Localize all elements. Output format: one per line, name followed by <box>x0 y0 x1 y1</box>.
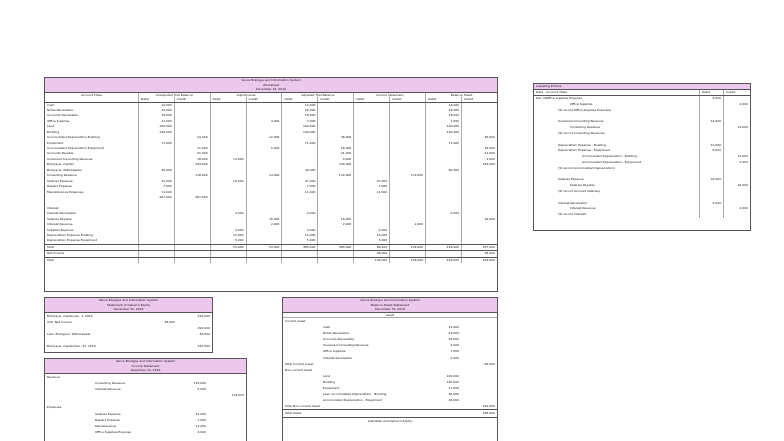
equity-company: Vance Bradypa and Information System <box>98 298 159 302</box>
equity-title: Statement of Owner's Equity <box>106 302 151 307</box>
balance-label: Current Asset <box>285 319 306 323</box>
worksheet-amount: 5,000 <box>353 238 389 243</box>
worksheet-account-name: Accounts Receivable <box>47 113 78 118</box>
worksheet-group-header: Adjustments <box>210 93 282 98</box>
worksheet-amount: 18,000 <box>425 113 461 118</box>
equity-label: Add: Net Income <box>47 319 73 324</box>
worksheet-row <box>45 250 497 256</box>
income-body <box>45 374 246 436</box>
worksheet-amount: 24,000 <box>425 108 461 113</box>
worksheet-amount <box>246 251 282 256</box>
worksheet-row <box>45 238 497 243</box>
worksheet-account-name: Consulting Revenue <box>47 173 77 178</box>
income-item: Interest Revenue <box>95 386 121 391</box>
income-item: Repairs Expense <box>95 417 120 422</box>
balance-amount-a: 2,000 <box>450 355 459 360</box>
worksheet-amount: 53,000 <box>210 245 246 250</box>
worksheet-amount: 11,000 <box>281 190 317 195</box>
worksheet-amount: 7,000 <box>281 119 317 124</box>
worksheet-amount: 100,000 <box>425 124 461 129</box>
worksheet-amount: 18,000 <box>138 113 174 118</box>
worksheet-amount <box>174 238 210 243</box>
worksheet-amount: 4,000 <box>281 228 317 233</box>
worksheet-account-name: Unearned Consulting Revenue <box>47 156 93 161</box>
adj-account: (To record Interest) <box>558 212 587 217</box>
credit-header: Credit <box>389 97 425 102</box>
worksheet-account-name: Equipment <box>47 140 64 145</box>
worksheet-amount: 2,000 <box>210 211 246 216</box>
worksheet-amount: 140,000 <box>138 130 174 135</box>
adj-account: Office Supplies <box>570 102 593 107</box>
balance-amount-a: 36,000 <box>448 392 459 397</box>
worksheet-account-name: Cash <box>47 102 55 107</box>
worksheet-amount: 416,000 <box>425 258 461 263</box>
worksheet-amount <box>389 251 425 256</box>
balance-liabilities-label: Liabilities and Owner's Equity <box>283 417 497 424</box>
worksheet-amount: 48,000 <box>461 251 497 256</box>
balance-item: Office Supplies <box>323 349 346 354</box>
equity-amount-b: 252,000 <box>197 344 210 349</box>
worksheet-amount: 7,000 <box>281 184 317 189</box>
adj-account: Consulting Revenue <box>570 125 600 130</box>
worksheet-amount: 31,000 <box>138 179 174 184</box>
worksheet-amount: 40,000 <box>425 168 461 173</box>
worksheet-amount <box>246 238 282 243</box>
balance-amount-a <box>423 410 461 416</box>
balance-amount-b: 328,000 <box>482 411 495 416</box>
income-label <box>45 429 95 435</box>
balance-item: Accumulated Depreciation - Equipment <box>323 398 382 403</box>
balance-row <box>283 403 497 409</box>
worksheet-account-name: Land <box>47 124 55 129</box>
worksheet-amount: 5,000 <box>281 238 317 243</box>
worksheet-amount: 132,000 <box>317 173 353 178</box>
adj-account: Salaries Expense <box>558 177 584 182</box>
worksheet-amount: 2,000 <box>317 222 353 227</box>
worksheet-body <box>45 103 497 264</box>
income-amount-a: 4,000 <box>197 430 206 435</box>
worksheet-amount: 467,000 <box>174 195 210 200</box>
balance-amount-a: 71,000 <box>448 386 459 391</box>
worksheet-amount: 467,000 <box>138 195 174 200</box>
equity-date: December 31, 2019 <box>113 307 144 311</box>
adj-date <box>534 212 544 218</box>
worksheet-amount <box>138 238 174 243</box>
credit-header: Credit <box>246 97 282 102</box>
income-header <box>45 359 246 374</box>
worksheet-amount: 100,000 <box>138 124 174 129</box>
balance-label: Total Non-current Asset <box>285 404 320 409</box>
balance-assets-label: Asset <box>283 313 497 319</box>
balance-header <box>283 298 497 313</box>
spacer <box>45 97 138 102</box>
worksheet-amount: 16,000 <box>246 217 282 222</box>
adj-debit <box>699 212 723 218</box>
adj-debit: 5,000 <box>699 148 723 154</box>
debit-header: Debit <box>353 97 389 102</box>
balance-title: Balance Sheet Statement <box>370 302 410 307</box>
income-amount-a: 7,000 <box>197 417 206 422</box>
worksheet-amount: 12,000 <box>353 233 389 238</box>
income-date: December 31, 2019 <box>130 368 161 372</box>
adj-account: Depreciation Expense - Equipment <box>558 148 611 153</box>
equity-body <box>45 313 212 350</box>
worksheet-amount: 14,000 <box>246 173 282 178</box>
income-amount-a: 11,000 <box>195 424 206 428</box>
worksheet-amount <box>138 258 174 263</box>
income-title: Income Statement <box>131 363 160 368</box>
worksheet-amount: 24,000 <box>138 108 174 113</box>
worksheet-amount <box>174 251 210 256</box>
worksheet-account-name: Bradypus, Withdrawals <box>47 167 82 172</box>
worksheet-account-name: Accumulated Depreciation Building <box>47 135 100 140</box>
worksheet-group-header: Adjusted Trial Balance <box>281 93 353 98</box>
balance-label: Total Asset <box>285 411 302 416</box>
adj-credit: 12,000 <box>723 154 750 160</box>
worksheet-account-name: Notes Receivable <box>47 107 73 112</box>
income-item: Consulting Revenue <box>95 380 125 385</box>
worksheet-amount: 11,000 <box>174 146 210 151</box>
worksheet-row <box>45 244 497 250</box>
worksheet-account-name: Office Supplies <box>47 118 70 123</box>
income-item: Office Supplies Expense <box>95 430 132 435</box>
account-titles-header: Account Titles <box>80 92 102 97</box>
worksheet-amount: 53,000 <box>246 245 282 250</box>
balance-item: Land <box>323 373 331 378</box>
worksheet-amount <box>138 251 174 256</box>
income-amount-a: 132,000 <box>193 380 206 385</box>
worksheet-amount: 18,000 <box>281 113 317 118</box>
worksheet <box>44 77 498 292</box>
balance-item: Interest Receivable <box>323 355 352 360</box>
income-amount-b <box>208 429 246 435</box>
equity-amount-a <box>140 343 177 349</box>
adj-credit <box>723 212 750 218</box>
worksheet-amount: 71,000 <box>425 141 461 146</box>
balance-item <box>323 410 423 416</box>
worksheet-amount <box>210 258 246 263</box>
adj-credit: 16,000 <box>723 183 750 189</box>
adjusting-title: Adjusting Entries <box>536 84 562 88</box>
worksheet-amount <box>281 251 317 256</box>
debit-header: Debit <box>210 97 246 102</box>
worksheet-amount: 86,000 <box>353 245 389 250</box>
worksheet-amount: 40,000 <box>138 168 174 173</box>
adj-account: (To record Accumulated Depreciation) <box>558 165 615 170</box>
adj-debit: 2,000 <box>699 201 723 207</box>
worksheet-amount <box>317 258 353 263</box>
equity-label: Bradypus, Capital Jan. 1, 2019 <box>47 313 93 318</box>
equity-amount-b: 292,000 <box>197 325 210 330</box>
worksheet-amount: 71,000 <box>281 141 317 146</box>
worksheet-amount: 140,000 <box>281 130 317 135</box>
adj-account: (To record Accrued Salaries) <box>558 189 601 194</box>
worksheet-amount: 7,000 <box>353 184 389 189</box>
worksheet-amount: 134,000 <box>389 258 425 263</box>
adj-account: Accumulated Depreciation - Equipment <box>582 160 641 165</box>
worksheet-account-name: Total <box>47 244 55 249</box>
balance-amount-a <box>423 403 461 409</box>
adj-debit: 4,000 <box>699 96 723 102</box>
debit-header: Debit <box>138 97 174 102</box>
balance-item <box>323 403 423 409</box>
worksheet-date: December 31, 2019 <box>256 87 286 91</box>
worksheet-amount: 5,000 <box>210 238 246 243</box>
worksheet-account-name: Interest Receivable <box>47 211 76 216</box>
worksheet-amount: 11,000 <box>353 190 389 195</box>
balance-amount-a: 100,000 <box>446 373 459 378</box>
worksheet-amount: 244,000 <box>174 162 210 167</box>
balance-sheet <box>282 297 498 441</box>
worksheet-amount: 7,000 <box>425 119 461 124</box>
worksheet-amount: 14,000 <box>138 103 174 108</box>
balance-row <box>283 409 497 416</box>
worksheet-amount: 71,000 <box>138 141 174 146</box>
equity-row <box>45 343 212 349</box>
worksheet-account-name: Total <box>47 257 55 262</box>
worksheet-amount <box>317 251 353 256</box>
income-label: Expenses <box>47 405 62 410</box>
balance-amount-a: 140,000 <box>446 379 459 384</box>
adj-debit: 16,000 <box>699 177 723 183</box>
worksheet-amount: 16,000 <box>210 179 246 184</box>
worksheet-account-name: Accounts Payable <box>47 151 74 156</box>
worksheet-amount: 485,000 <box>317 245 353 250</box>
worksheet-amount: 24,000 <box>174 135 210 140</box>
adj-debit: 14,000 <box>699 119 723 125</box>
adj-date: Dec 31 <box>536 96 547 101</box>
worksheet-amount <box>210 251 246 256</box>
income-item: Miscellaneous <box>95 424 117 428</box>
worksheet-account-name: Interest <box>47 205 59 210</box>
worksheet-account-name: Repairs Expense <box>47 184 72 189</box>
worksheet-amount: 14,000 <box>210 157 246 162</box>
worksheet-account-name: Accumulated Depreciation Equipment <box>47 146 104 150</box>
worksheet-amount: 2,000 <box>389 222 425 227</box>
worksheet-amount: 16,000 <box>461 217 497 222</box>
equity-label: Less: Bradypus, Withdrawals <box>47 332 91 337</box>
worksheet-amount: 4,000 <box>317 157 353 162</box>
income-company: Vance Bradypa and Information System <box>115 359 176 363</box>
adj-account: Interest Receivable <box>558 200 587 205</box>
worksheet-account-name: Depreciation Expense Building <box>47 233 93 237</box>
balance-item: Accounts Receivable <box>323 337 354 342</box>
worksheet-account-name: Bradypus, Capital <box>47 162 74 167</box>
equity-header <box>45 298 212 313</box>
balance-item: Unearned Consulting Revenue <box>323 343 369 348</box>
worksheet-amount: 244,000 <box>317 162 353 167</box>
worksheet-amount: 16,000 <box>461 146 497 151</box>
balance-item: Notes Receivable <box>323 331 349 336</box>
worksheet-column-headers <box>45 93 497 103</box>
balance-body <box>283 318 497 417</box>
worksheet-amount: 2,000 <box>425 211 461 216</box>
worksheet-amount: 36,000 <box>317 135 353 140</box>
worksheet-amount: 4,000 <box>210 228 246 233</box>
worksheet-amount: 118,000 <box>174 173 210 178</box>
balance-amount-a: 7,000 <box>450 349 459 354</box>
adj-account: Depreciation Expense - Building <box>558 142 606 147</box>
worksheet-amount: 337,000 <box>461 245 497 250</box>
adjusting-body <box>534 96 750 218</box>
balance-item: Less: Accumulated Depreciation - Building <box>323 392 387 397</box>
worksheet-amount: 12,000 <box>281 233 317 238</box>
worksheet-header <box>45 78 497 93</box>
balance-amount-a: 24,000 <box>448 331 459 336</box>
worksheet-amount <box>425 251 461 256</box>
equity-amount-b: 244,000 <box>197 313 210 318</box>
worksheet-amount: 47,000 <box>353 179 389 184</box>
adjusting-entries <box>533 83 751 231</box>
worksheet-amount: 47,000 <box>281 179 317 184</box>
debit-header: Debit <box>281 97 317 102</box>
worksheet-account-name: Salaries Payable <box>47 216 72 221</box>
worksheet-amount <box>425 238 461 243</box>
worksheet-group-header: Balance Sheet <box>425 93 497 98</box>
worksheet-amount: 416,000 <box>425 245 461 250</box>
adj-credit: 5,000 <box>723 160 750 166</box>
worksheet-amount: 16,000 <box>317 146 353 151</box>
worksheet-amount <box>389 238 425 243</box>
worksheet-amount: 244,000 <box>461 162 497 167</box>
worksheet-amount: 12,000 <box>246 135 282 140</box>
worksheet-amount: 485,000 <box>281 245 317 250</box>
worksheet-amount: 132,000 <box>389 173 425 178</box>
adj-credit: 14,000 <box>723 125 750 131</box>
worksheet-amount: 4,000 <box>461 157 497 162</box>
worksheet-amount <box>317 238 353 243</box>
worksheet-amount: 24,000 <box>281 108 317 113</box>
worksheet-account-name: Interest Revenue <box>47 222 73 227</box>
income-item: Salaries Expense <box>95 411 121 416</box>
adj-account: Office Supplies Expense <box>546 96 583 101</box>
worksheet-amount: 11,000 <box>138 190 174 195</box>
worksheet-group-header: Unadjusted Trial Balance <box>138 93 210 98</box>
worksheet-account-name: Supplies Expense <box>47 227 74 232</box>
credit-header: Credit <box>461 97 497 102</box>
adj-credit-header: Credit <box>723 90 750 95</box>
balance-item: Cash <box>323 325 331 330</box>
balance-amount-a: 18,000 <box>448 337 459 342</box>
balance-amount-a: 16,000 <box>448 398 459 403</box>
worksheet-company: Vance Bradypa and Information System <box>241 78 301 82</box>
worksheet-account-name: Miscellaneous Expenses <box>47 189 84 194</box>
worksheet-amount: 16,000 <box>317 217 353 222</box>
worksheet-amount: 18,000 <box>174 157 210 162</box>
income-amount-a: 2,000 <box>197 386 206 391</box>
balance-company: Vance Bradypa and Information System <box>360 298 420 302</box>
worksheet-amount: 5,000 <box>246 146 282 151</box>
adj-account: Salaries Payable <box>570 183 595 188</box>
adj-account: (To record Consulting Revenue) <box>558 131 605 136</box>
balance-item: Building <box>323 379 336 384</box>
adj-date-header: Date <box>536 90 544 94</box>
worksheet-amount: 416,000 <box>461 258 497 263</box>
worksheet-amount <box>461 238 497 243</box>
worksheet-amount: 134,000 <box>389 245 425 250</box>
balance-amount-b: 259,000 <box>482 404 495 409</box>
income-amount-a: 47,000 <box>195 411 206 416</box>
worksheet-amount: 2,000 <box>246 222 282 227</box>
adj-account: Accumulated Depreciation - Building <box>582 154 637 159</box>
owners-equity-statement <box>44 297 213 353</box>
worksheet-amount: 21,000 <box>461 151 497 156</box>
worksheet-amount: 21,000 <box>317 151 353 156</box>
worksheet-amount: 14,000 <box>281 103 317 108</box>
worksheet-account-name: Depreciation Expense Equipment <box>47 238 98 243</box>
worksheet-amount: 21,000 <box>174 151 210 156</box>
adj-account: Interest Revenue <box>570 206 596 211</box>
worksheet-amount <box>281 258 317 263</box>
worksheet-amount: 4,000 <box>246 119 282 124</box>
income-statement <box>44 358 247 441</box>
worksheet-amount: 14,000 <box>425 103 461 108</box>
adj-account-header: Account Titles <box>546 90 568 94</box>
credit-header: Credit <box>174 97 210 102</box>
worksheet-amount: 7,000 <box>138 184 174 189</box>
worksheet-amount: 100,000 <box>281 124 317 129</box>
equity-amount-a: 48,000 <box>164 319 175 324</box>
balance-amount-a: 14,000 <box>448 325 459 330</box>
adj-debit: 12,000 <box>699 143 723 149</box>
credit-header: Credit <box>317 97 353 102</box>
balance-date: December 31, 2019 <box>375 307 405 311</box>
worksheet-amount: 36,000 <box>461 135 497 140</box>
equity-label: Bradypus, Capital Dec. 31, 2019 <box>47 344 96 349</box>
worksheet-amount <box>174 245 210 250</box>
adj-account: Unearned Consulting Revenue <box>558 119 604 124</box>
worksheet-amount: 134,000 <box>353 258 389 263</box>
worksheet-amount: 4,000 <box>353 228 389 233</box>
worksheet-amount: 12,000 <box>210 233 246 238</box>
adj-debit-header: Debit <box>699 90 723 95</box>
worksheet-amount: 48,000 <box>353 251 389 256</box>
worksheet-group-header: Income Statement <box>353 93 425 98</box>
balance-label: Total Current Asset <box>285 361 314 366</box>
income-row <box>45 429 246 435</box>
income-label: Revenue <box>47 374 61 379</box>
worksheet-account-name: Salaries Expense <box>47 178 73 183</box>
worksheet-amount: 140,000 <box>425 130 461 135</box>
balance-item: Equipment <box>323 386 340 391</box>
worksheet-amount: 40,000 <box>281 168 317 173</box>
worksheet-account-name: Net Income <box>47 251 65 256</box>
balance-amount-a: 4,000 <box>450 343 459 348</box>
worksheet-account-name: Building <box>47 129 60 134</box>
adj-account: (To record Office Supplies Expense) <box>558 107 612 112</box>
worksheet-amount <box>138 245 174 250</box>
income-amount-b: 134,000 <box>231 393 244 398</box>
debit-header: Debit <box>425 97 461 102</box>
adjusting-entry-row <box>534 212 750 218</box>
worksheet-row <box>45 257 497 263</box>
worksheet-amount <box>174 258 210 263</box>
adj-credit: 4,000 <box>723 102 750 108</box>
worksheet-amount: 2,000 <box>281 211 317 216</box>
balance-amount-b: 69,000 <box>484 361 495 366</box>
equity-amount-b: 40,000 <box>199 332 210 337</box>
worksheet-amount <box>246 258 282 263</box>
balance-label: Non-current Asset <box>285 367 313 372</box>
worksheet-title: Worksheet <box>263 82 279 87</box>
worksheet-amount: 11,000 <box>138 119 174 124</box>
adj-credit: 2,000 <box>723 206 750 212</box>
